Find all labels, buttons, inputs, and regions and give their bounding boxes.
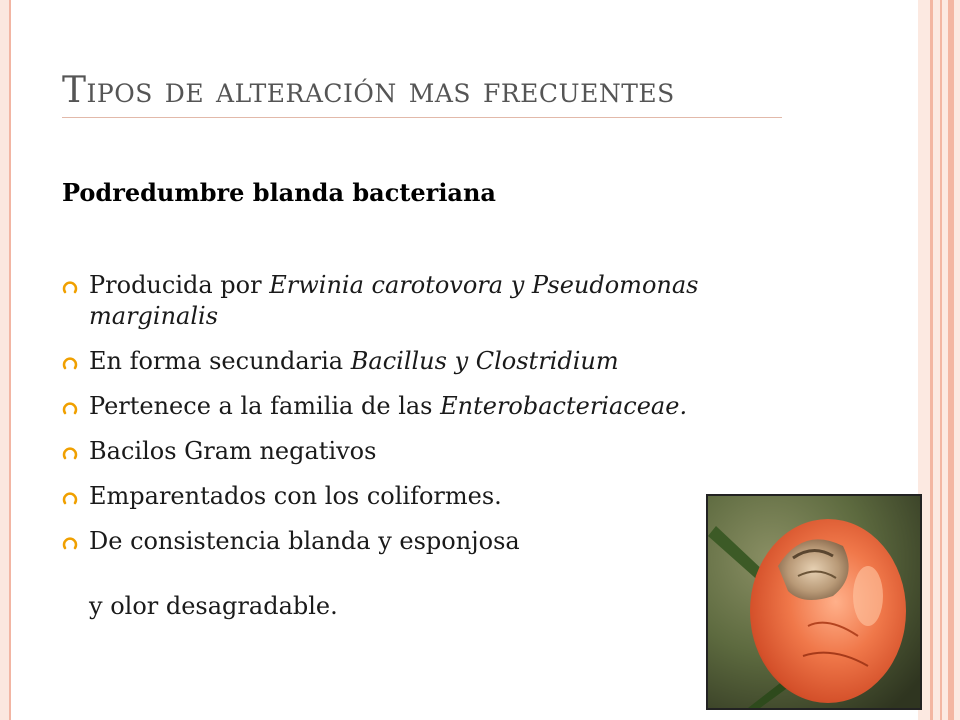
bullet-italic-text: Erwinia carotovora y Pseudomonas marginalis	[89, 271, 699, 330]
bullet-arc-icon	[62, 399, 78, 415]
rotting-fruit-photo	[706, 494, 922, 710]
bullet-item	[62, 391, 782, 422]
left-decorative-border	[0, 0, 11, 720]
bullet-item	[62, 481, 782, 512]
title-underline	[62, 117, 782, 118]
bullet-arc-icon	[62, 534, 78, 550]
bullet-continuation: y olor desagradable.	[89, 592, 338, 620]
section-heading: Podredumbre blanda bacteriana	[62, 178, 496, 207]
bullet-item	[62, 346, 782, 377]
bullet-text: Bacilos Gram negativos	[89, 437, 377, 465]
bullet-text: En forma secundaria	[89, 347, 351, 375]
bullet-arc-icon	[62, 489, 78, 505]
bullet-item	[62, 270, 782, 332]
slide-title: Tipos de alteración mas frecuentes	[62, 70, 675, 111]
bullet-text: Producida por	[89, 271, 270, 299]
bullet-item	[62, 436, 782, 467]
bullet-arc-icon	[62, 278, 78, 294]
bullet-item	[62, 526, 782, 557]
bullet-arc-icon	[62, 354, 78, 370]
bullet-italic-text: Enterobacteriaceae.	[440, 392, 688, 420]
bullet-arc-icon	[62, 444, 78, 460]
bullet-text: De consistencia blanda y esponjosa	[89, 527, 520, 555]
bullet-text: Pertenece a la familia de las	[89, 392, 441, 420]
bullet-italic-text: Bacillus y Clostridium	[350, 347, 619, 375]
bullet-list	[62, 270, 782, 571]
right-decorative-border	[918, 0, 960, 720]
bullet-text: Emparentados con los coliformes.	[89, 482, 502, 510]
